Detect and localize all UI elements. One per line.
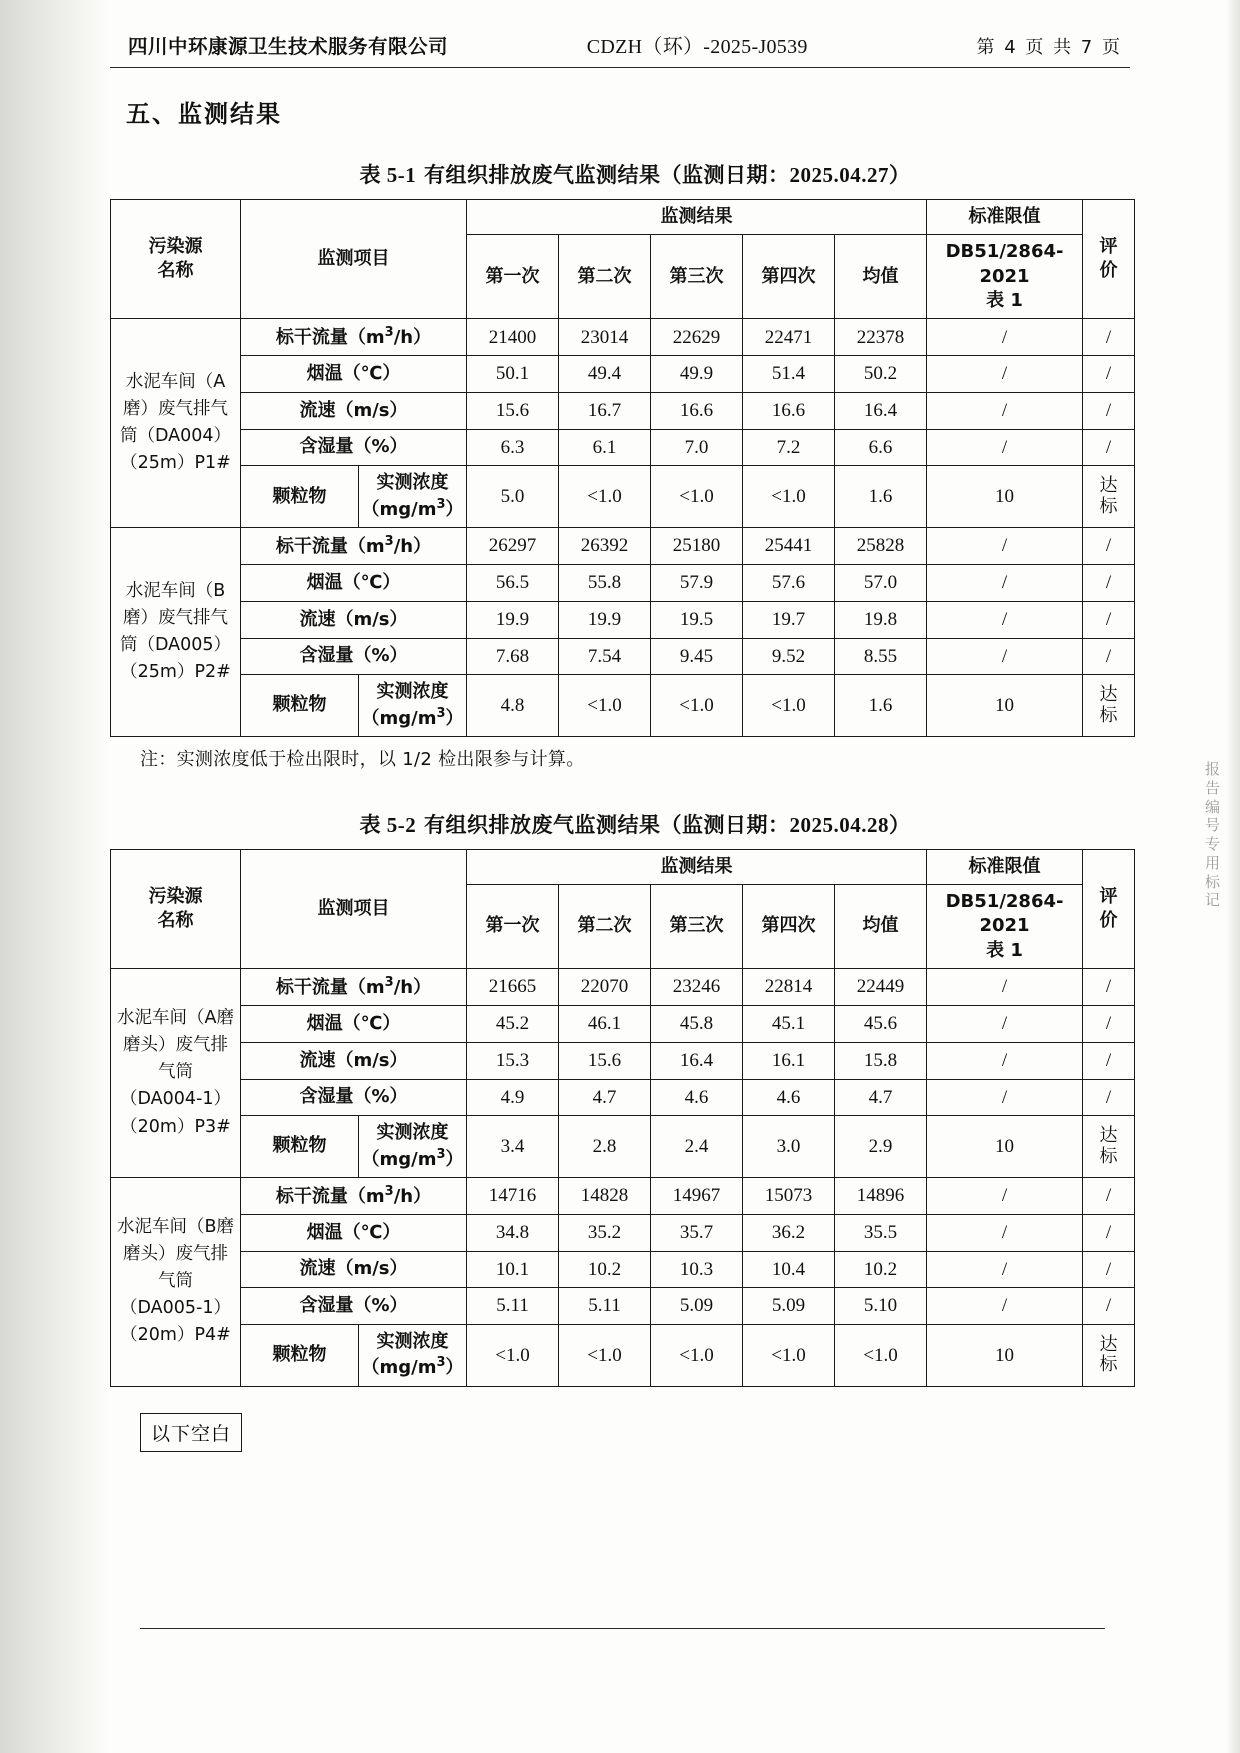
- value-cell: 16.4: [835, 393, 927, 430]
- eval-cell: 达 标: [1083, 1325, 1135, 1387]
- item-cell: 标干流量$(m^3/h)$: [241, 1177, 467, 1214]
- report-number: CDZH（环）-2025-J0539: [586, 36, 808, 58]
- source-cell: 水泥车间（A磨磨头）废气排气筒（DA004-1）（20m）P3#: [111, 969, 241, 1178]
- table-row: [111, 319, 1135, 356]
- eval-cell: /: [1083, 528, 1135, 565]
- value-cell: 49.4: [559, 356, 651, 393]
- eval-cell: 达 标: [1083, 675, 1135, 737]
- table2-caption-date: 2025.04.28: [789, 812, 890, 837]
- value-cell: 14967: [651, 1177, 743, 1214]
- table-row: [111, 969, 1135, 1006]
- item-cell: 颗粒物: [241, 675, 359, 737]
- table-row: [111, 429, 1135, 466]
- th-source: 污染源 名称: [111, 200, 241, 319]
- value-cell: 16.6: [743, 393, 835, 430]
- standard-cell: /: [927, 969, 1083, 1006]
- value-cell: 9.52: [743, 638, 835, 675]
- item-cell: 流速（m/s）: [241, 1042, 467, 1079]
- value-cell: 15073: [743, 1177, 835, 1214]
- value-cell: 19.7: [743, 601, 835, 638]
- th-item: 监测项目: [241, 849, 467, 968]
- table1-caption-text: 有组织排放废气监测结果（监测日期：: [424, 163, 790, 187]
- th-results: 监测结果: [467, 849, 927, 884]
- item-cell: 颗粒物: [241, 1325, 359, 1387]
- table-row: [111, 1251, 1135, 1288]
- value-cell: 57.6: [743, 565, 835, 602]
- item-cell: 流速（m/s）: [241, 601, 467, 638]
- value-cell: 8.55: [835, 638, 927, 675]
- value-cell: 2.8: [559, 1116, 651, 1178]
- value-cell: <1.0: [559, 1325, 651, 1387]
- value-cell: 16.6: [651, 393, 743, 430]
- table-row: [111, 1325, 1135, 1387]
- table-row: [111, 601, 1135, 638]
- standard-cell: 10: [927, 1116, 1083, 1178]
- table2-caption: [110, 809, 1130, 839]
- table-row: [111, 1006, 1135, 1043]
- value-cell: 49.9: [651, 356, 743, 393]
- standard-cell: /: [927, 601, 1083, 638]
- value-cell: 23014: [559, 319, 651, 356]
- eval-cell: /: [1083, 393, 1135, 430]
- value-cell: 2.9: [835, 1116, 927, 1178]
- value-cell: 25828: [835, 528, 927, 565]
- item-cell: 含湿量（%）: [241, 1288, 467, 1325]
- subitem-cell: 实测浓度 $(mg/m^3)$: [359, 675, 467, 737]
- th-run-3: 第三次: [651, 885, 743, 969]
- th-standard-sub: DB51/2864-2021 表 1: [927, 885, 1083, 969]
- value-cell: 1.6: [835, 466, 927, 528]
- value-cell: 2.4: [651, 1116, 743, 1178]
- standard-cell: /: [927, 1251, 1083, 1288]
- page-left-shadow: [0, 0, 108, 1753]
- table-row: [111, 1116, 1135, 1178]
- th-run-4: 第四次: [743, 885, 835, 969]
- eval-cell: /: [1083, 601, 1135, 638]
- page-number: 第 4 页 共 7 页: [976, 37, 1122, 58]
- table-row: [111, 393, 1135, 430]
- value-cell: 4.6: [743, 1079, 835, 1116]
- value-cell: 5.11: [467, 1288, 559, 1325]
- item-cell: 含湿量（%）: [241, 429, 467, 466]
- value-cell: 6.1: [559, 429, 651, 466]
- value-cell: 26297: [467, 528, 559, 565]
- value-cell: 23246: [651, 969, 743, 1006]
- value-cell: <1.0: [743, 1325, 835, 1387]
- standard-cell: /: [927, 429, 1083, 466]
- value-cell: 7.54: [559, 638, 651, 675]
- table-row: [111, 1177, 1135, 1214]
- item-cell: 流速（m/s）: [241, 1251, 467, 1288]
- document-header: [110, 30, 1130, 68]
- value-cell: 4.9: [467, 1079, 559, 1116]
- th-run-1: 第一次: [467, 885, 559, 969]
- value-cell: 15.3: [467, 1042, 559, 1079]
- value-cell: 19.5: [651, 601, 743, 638]
- value-cell: 26392: [559, 528, 651, 565]
- standard-cell: /: [927, 319, 1083, 356]
- company-name: 四川中环康源卫生技术服务有限公司: [128, 35, 449, 58]
- table1-caption: [110, 159, 1130, 189]
- standard-cell: /: [927, 1006, 1083, 1043]
- value-cell: 57.0: [835, 565, 927, 602]
- standard-cell: /: [927, 1042, 1083, 1079]
- value-cell: 7.2: [743, 429, 835, 466]
- eval-cell: /: [1083, 1288, 1135, 1325]
- eval-cell: /: [1083, 1251, 1135, 1288]
- standard-cell: /: [927, 528, 1083, 565]
- value-cell: 14716: [467, 1177, 559, 1214]
- value-cell: <1.0: [743, 675, 835, 737]
- table2-caption-prefix: 表 5-2: [359, 812, 417, 837]
- value-cell: 14896: [835, 1177, 927, 1214]
- value-cell: 4.7: [559, 1079, 651, 1116]
- standard-cell: /: [927, 1215, 1083, 1252]
- eval-cell: /: [1083, 1177, 1135, 1214]
- value-cell: 3.0: [743, 1116, 835, 1178]
- value-cell: 9.45: [651, 638, 743, 675]
- value-cell: 50.2: [835, 356, 927, 393]
- value-cell: 4.8: [467, 675, 559, 737]
- value-cell: <1.0: [651, 466, 743, 528]
- value-cell: 15.8: [835, 1042, 927, 1079]
- item-cell: 含湿量（%）: [241, 1079, 467, 1116]
- table-5-2: [110, 849, 1135, 1387]
- value-cell: 34.8: [467, 1215, 559, 1252]
- value-cell: 22629: [651, 319, 743, 356]
- value-cell: 5.0: [467, 466, 559, 528]
- subitem-cell: 实测浓度 $(mg/m^3)$: [359, 1116, 467, 1178]
- value-cell: 7.68: [467, 638, 559, 675]
- standard-cell: /: [927, 1288, 1083, 1325]
- eval-cell: /: [1083, 319, 1135, 356]
- value-cell: 21665: [467, 969, 559, 1006]
- value-cell: 15.6: [559, 1042, 651, 1079]
- value-cell: 22378: [835, 319, 927, 356]
- source-cell: 水泥车间（B磨）废气排气筒（DA005）（25m）P2#: [111, 528, 241, 737]
- table2-caption-suffix: ）: [889, 812, 911, 837]
- value-cell: 4.6: [651, 1079, 743, 1116]
- item-cell: 标干流量$(m^3/h)$: [241, 319, 467, 356]
- value-cell: 10.1: [467, 1251, 559, 1288]
- table1-note: 注：实测浓度低于检出限时，以 1/2 检出限参与计算。: [140, 748, 585, 770]
- standard-cell: /: [927, 1079, 1083, 1116]
- th-standard-sub: DB51/2864-2021 表 1: [927, 235, 1083, 319]
- eval-cell: /: [1083, 969, 1135, 1006]
- table-row: [111, 466, 1135, 528]
- footer-rule: [140, 1628, 1105, 1629]
- value-cell: 35.5: [835, 1215, 927, 1252]
- source-cell: 水泥车间（B磨磨头）废气排气筒（DA005-1）（20m）P4#: [111, 1177, 241, 1386]
- standard-cell: /: [927, 356, 1083, 393]
- value-cell: 51.4: [743, 356, 835, 393]
- table-row: [111, 638, 1135, 675]
- item-cell: 流速（m/s）: [241, 393, 467, 430]
- table2-caption-text: 有组织排放废气监测结果（监测日期：: [424, 812, 790, 837]
- blank-marker: 以下空白: [140, 1413, 242, 1452]
- th-run-3: 第三次: [651, 235, 743, 319]
- value-cell: 22449: [835, 969, 927, 1006]
- value-cell: 6.3: [467, 429, 559, 466]
- table-row: [111, 1079, 1135, 1116]
- value-cell: 5.09: [743, 1288, 835, 1325]
- value-cell: <1.0: [467, 1325, 559, 1387]
- value-cell: 55.8: [559, 565, 651, 602]
- value-cell: 10.2: [559, 1251, 651, 1288]
- table-row: [111, 528, 1135, 565]
- value-cell: 46.1: [559, 1006, 651, 1043]
- value-cell: 50.1: [467, 356, 559, 393]
- item-cell: 含湿量（%）: [241, 638, 467, 675]
- item-cell: 烟温（℃）: [241, 1215, 467, 1252]
- value-cell: 45.6: [835, 1006, 927, 1043]
- th-eval: 评 价: [1083, 849, 1135, 968]
- value-cell: 3.4: [467, 1116, 559, 1178]
- value-cell: 14828: [559, 1177, 651, 1214]
- value-cell: 22471: [743, 319, 835, 356]
- table1-caption-date: 2025.04.27: [789, 163, 890, 187]
- standard-cell: /: [927, 1177, 1083, 1214]
- value-cell: 19.9: [467, 601, 559, 638]
- value-cell: <1.0: [835, 1325, 927, 1387]
- table1-caption-prefix: 表 5-1: [359, 163, 417, 187]
- value-cell: 5.10: [835, 1288, 927, 1325]
- th-mean: 均值: [835, 885, 927, 969]
- th-source: 污染源 名称: [111, 849, 241, 968]
- standard-cell: /: [927, 393, 1083, 430]
- value-cell: 4.7: [835, 1079, 927, 1116]
- standard-cell: 10: [927, 1325, 1083, 1387]
- th-standard: 标准限值: [927, 200, 1083, 235]
- subitem-cell: 实测浓度 $(mg/m^3)$: [359, 1325, 467, 1387]
- table-row: [111, 1288, 1135, 1325]
- th-run-2: 第二次: [559, 235, 651, 319]
- subitem-cell: 实测浓度 $(mg/m^3)$: [359, 466, 467, 528]
- value-cell: 56.5: [467, 565, 559, 602]
- value-cell: 25441: [743, 528, 835, 565]
- value-cell: 22070: [559, 969, 651, 1006]
- item-cell: 颗粒物: [241, 1116, 359, 1178]
- value-cell: 10.4: [743, 1251, 835, 1288]
- value-cell: 45.8: [651, 1006, 743, 1043]
- table-5-1: [110, 199, 1135, 737]
- value-cell: 22814: [743, 969, 835, 1006]
- value-cell: 16.1: [743, 1042, 835, 1079]
- value-cell: 19.8: [835, 601, 927, 638]
- value-cell: 35.2: [559, 1215, 651, 1252]
- th-run-4: 第四次: [743, 235, 835, 319]
- item-cell: 烟温（℃）: [241, 356, 467, 393]
- value-cell: <1.0: [559, 675, 651, 737]
- value-cell: 7.0: [651, 429, 743, 466]
- eval-cell: /: [1083, 638, 1135, 675]
- standard-cell: /: [927, 638, 1083, 675]
- table1-caption-suffix: ）: [889, 163, 911, 187]
- item-cell: 烟温（℃）: [241, 1006, 467, 1043]
- value-cell: 21400: [467, 319, 559, 356]
- eval-cell: /: [1083, 1006, 1135, 1043]
- table-row: [111, 565, 1135, 602]
- th-eval: 评 价: [1083, 200, 1135, 319]
- eval-cell: 达 标: [1083, 466, 1135, 528]
- value-cell: 10.3: [651, 1251, 743, 1288]
- eval-cell: /: [1083, 1042, 1135, 1079]
- value-cell: 36.2: [743, 1215, 835, 1252]
- table-row: [111, 356, 1135, 393]
- value-cell: 6.6: [835, 429, 927, 466]
- table-row: [111, 1042, 1135, 1079]
- th-run-2: 第二次: [559, 885, 651, 969]
- eval-cell: /: [1083, 356, 1135, 393]
- value-cell: 5.11: [559, 1288, 651, 1325]
- value-cell: 25180: [651, 528, 743, 565]
- th-results: 监测结果: [467, 200, 927, 235]
- th-item: 监测项目: [241, 200, 467, 319]
- value-cell: 16.4: [651, 1042, 743, 1079]
- value-cell: 19.9: [559, 601, 651, 638]
- standard-cell: 10: [927, 466, 1083, 528]
- value-cell: <1.0: [651, 675, 743, 737]
- item-cell: 烟温（℃）: [241, 565, 467, 602]
- eval-cell: /: [1083, 565, 1135, 602]
- value-cell: 10.2: [835, 1251, 927, 1288]
- th-run-1: 第一次: [467, 235, 559, 319]
- value-cell: 16.7: [559, 393, 651, 430]
- eval-cell: /: [1083, 1215, 1135, 1252]
- item-cell: 标干流量$(m^3/h)$: [241, 528, 467, 565]
- value-cell: 15.6: [467, 393, 559, 430]
- item-cell: 标干流量$(m^3/h)$: [241, 969, 467, 1006]
- eval-cell: /: [1083, 1079, 1135, 1116]
- page-right-shadow: [1226, 0, 1240, 1753]
- th-mean: 均值: [835, 235, 927, 319]
- item-cell: 颗粒物: [241, 466, 359, 528]
- value-cell: 5.09: [651, 1288, 743, 1325]
- th-standard: 标准限值: [927, 849, 1083, 884]
- value-cell: 1.6: [835, 675, 927, 737]
- table-row: [111, 675, 1135, 737]
- value-cell: 35.7: [651, 1215, 743, 1252]
- section-title: 五、监测结果: [126, 100, 282, 128]
- value-cell: 57.9: [651, 565, 743, 602]
- value-cell: <1.0: [651, 1325, 743, 1387]
- value-cell: <1.0: [559, 466, 651, 528]
- standard-cell: 10: [927, 675, 1083, 737]
- eval-cell: /: [1083, 429, 1135, 466]
- side-margin-mark: 报 告 编 号 专 用 标 记: [1204, 760, 1221, 910]
- value-cell: <1.0: [743, 466, 835, 528]
- table-row: [111, 1215, 1135, 1252]
- value-cell: 45.1: [743, 1006, 835, 1043]
- standard-cell: /: [927, 565, 1083, 602]
- source-cell: 水泥车间（A磨）废气排气筒（DA004）（25m）P1#: [111, 319, 241, 528]
- value-cell: 45.2: [467, 1006, 559, 1043]
- eval-cell: 达 标: [1083, 1116, 1135, 1178]
